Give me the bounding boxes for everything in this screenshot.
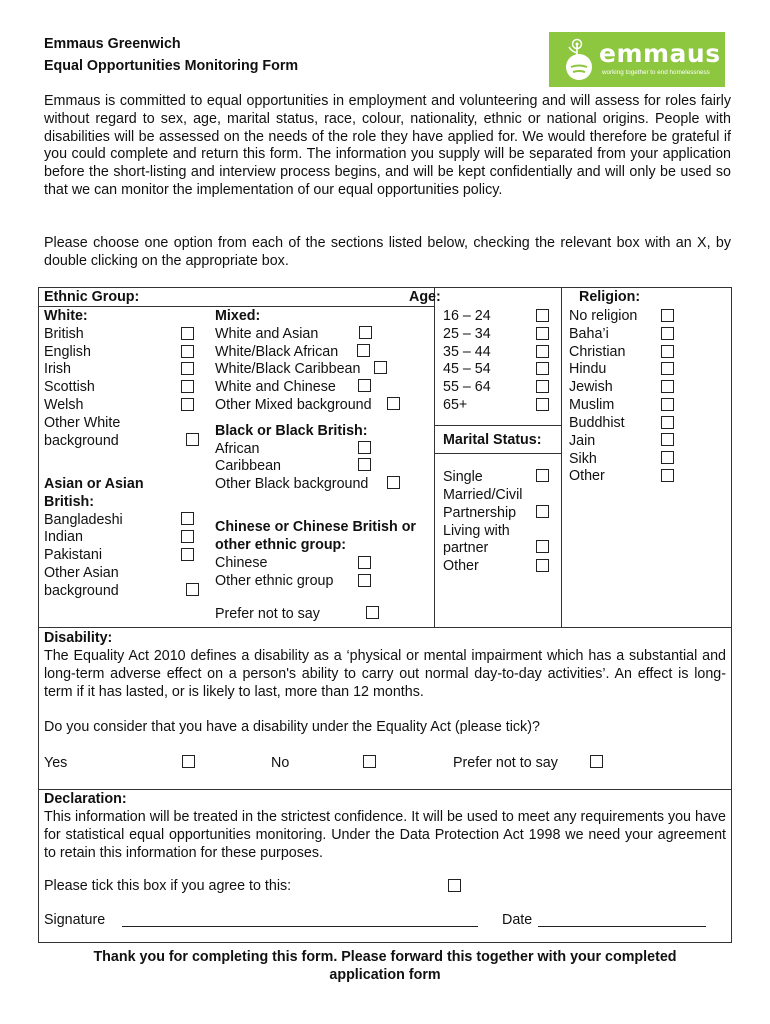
label-buddhist: Buddhist <box>569 415 625 431</box>
checkbox-age-45-54[interactable] <box>536 362 549 375</box>
checkbox-buddhist[interactable] <box>661 416 674 429</box>
label-caribbean: Caribbean <box>215 458 281 474</box>
religion-heading: Religion: <box>579 289 641 305</box>
marital-divider-top <box>434 425 562 426</box>
checkbox-pakistani[interactable] <box>181 548 194 561</box>
checkbox-disability-prefer-not[interactable] <box>590 755 603 768</box>
label-british: British <box>44 326 84 342</box>
label-scottish: Scottish <box>44 379 95 395</box>
declaration-divider <box>38 789 732 790</box>
checkbox-caribbean[interactable] <box>358 458 371 471</box>
checkbox-other-ethnic[interactable] <box>358 574 371 587</box>
label-bahai: Baha’i <box>569 326 609 342</box>
checkbox-disability-yes[interactable] <box>182 755 195 768</box>
checkbox-age-65-plus[interactable] <box>536 398 549 411</box>
checkbox-hindu[interactable] <box>661 362 674 375</box>
checkbox-welsh[interactable] <box>181 398 194 411</box>
checkbox-white-black-caribbean[interactable] <box>374 361 387 374</box>
label-muslim: Muslim <box>569 397 615 413</box>
declaration-text: This information will be treated in the strictest confidence. It will be used to meet any requirements you have for statistical equal opportunities monitoring. Under the Data Protection Act 1998 we need your agreement to retain this information for these purposes. <box>44 809 726 861</box>
label-other-black: Other Black background <box>215 476 369 492</box>
label-bangladeshi: Bangladeshi <box>44 512 123 528</box>
checkbox-chinese[interactable] <box>358 556 371 569</box>
label-other-asian-2: background <box>44 583 119 599</box>
checkbox-white-asian[interactable] <box>359 326 372 339</box>
checkbox-religion-other[interactable] <box>661 469 674 482</box>
white-heading: White: <box>44 308 88 324</box>
form-border-left <box>38 287 39 943</box>
form-border-bottom <box>38 942 732 943</box>
checkbox-muslim[interactable] <box>661 398 674 411</box>
marital-heading: Marital Status: <box>443 432 542 448</box>
label-other-mixed: Other Mixed background <box>215 397 372 413</box>
checkbox-single[interactable] <box>536 469 549 482</box>
label-age-25-34: 25 – 34 <box>443 326 491 342</box>
label-religion-other: Other <box>569 468 605 484</box>
age-heading: Age: <box>409 289 441 305</box>
label-sikh: Sikh <box>569 451 597 467</box>
checkbox-age-25-34[interactable] <box>536 327 549 340</box>
label-married-2: Partnership <box>443 505 517 521</box>
checkbox-african[interactable] <box>358 441 371 454</box>
checkbox-age-35-44[interactable] <box>536 345 549 358</box>
label-english: English <box>44 344 91 360</box>
label-welsh: Welsh <box>44 397 84 413</box>
checkbox-bangladeshi[interactable] <box>181 512 194 525</box>
label-other-white-2: background <box>44 433 119 449</box>
checkbox-other-black[interactable] <box>387 476 400 489</box>
checkbox-other-asian[interactable] <box>186 583 199 596</box>
checkbox-other-mixed[interactable] <box>387 397 400 410</box>
checkbox-scottish[interactable] <box>181 380 194 393</box>
label-disability-no: No <box>271 755 290 771</box>
checkbox-age-16-24[interactable] <box>536 309 549 322</box>
form-title: Equal Opportunities Monitoring Form <box>44 58 299 74</box>
mixed-heading: Mixed: <box>215 308 261 324</box>
logo-tagline: working together to end homelessness <box>602 69 710 76</box>
label-other-asian-1: Other Asian <box>44 565 119 581</box>
emmaus-flower-hand-icon <box>557 37 601 83</box>
label-white-asian: White and Asian <box>215 326 319 342</box>
declaration-heading: Declaration: <box>44 791 127 807</box>
chinese-heading-2: other ethnic group: <box>215 537 347 553</box>
checkbox-living-with-partner[interactable] <box>536 540 549 553</box>
checkbox-bahai[interactable] <box>661 327 674 340</box>
checkbox-english[interactable] <box>181 345 194 358</box>
label-married-1: Married/Civil <box>443 487 523 503</box>
label-no-religion: No religion <box>569 308 638 324</box>
label-pakistani: Pakistani <box>44 547 103 563</box>
checkbox-age-55-64[interactable] <box>536 380 549 393</box>
label-white-black-african: White/Black African <box>215 344 339 360</box>
form-border-top <box>38 287 732 288</box>
label-age-65-plus: 65+ <box>443 397 468 413</box>
label-age-16-24: 16 – 24 <box>443 308 491 324</box>
emmaus-logo <box>549 32 725 87</box>
agree-label: Please tick this box if you agree to this: <box>44 878 292 894</box>
divider-age <box>434 287 435 627</box>
intro-paragraph: Emmaus is committed to equal opportunities in employment and volunteering and will assess for roles fairly without regard to sex, age, marital status, race, colour, nationality, ethnic or national origins. People with disabilities will be assessed on the needs of the role they have applied for. We would therefore be grateful if you could complete and return this form. The information you supply will be separated from your application before the short-listing and interview process begins, and will be kept confidentially and will only be used so that we can monitor the implementation of our equal opportunities policy. <box>44 93 731 198</box>
label-other-white-1: Other White <box>44 415 121 431</box>
ethnic-heading-underline <box>38 306 435 307</box>
checkbox-british[interactable] <box>181 327 194 340</box>
label-marital-other: Other <box>443 558 479 574</box>
ethnic-group-heading: Ethnic Group: <box>44 289 140 305</box>
date-field[interactable] <box>538 926 706 927</box>
black-heading: Black or Black British: <box>215 423 368 439</box>
checkbox-sikh[interactable] <box>661 451 674 464</box>
form-border-right <box>731 287 732 943</box>
checkbox-jain[interactable] <box>661 433 674 446</box>
checkbox-white-chinese[interactable] <box>358 379 371 392</box>
footer-line-1: Thank you for completing this form. Please forward this together with your completed <box>93 949 677 965</box>
label-ethnic-prefer-not: Prefer not to say <box>215 606 320 622</box>
checkbox-irish[interactable] <box>181 362 194 375</box>
asian-heading-2: British: <box>44 494 95 510</box>
date-label: Date <box>502 912 533 928</box>
label-living-2: partner <box>443 540 489 556</box>
disability-heading: Disability: <box>44 630 113 646</box>
checkbox-ethnic-prefer-not[interactable] <box>366 606 379 619</box>
divider-religion <box>561 287 562 627</box>
checkbox-christian[interactable] <box>661 345 674 358</box>
label-disability-yes: Yes <box>44 755 68 771</box>
label-disability-prefer-not: Prefer not to say <box>453 755 558 771</box>
disability-question: Do you consider that you have a disability under the Equality Act (please tick)? <box>44 719 540 735</box>
checkbox-married[interactable] <box>536 505 549 518</box>
label-african: African <box>215 441 260 457</box>
signature-field[interactable] <box>122 926 478 927</box>
checkbox-jewish[interactable] <box>661 380 674 393</box>
checkbox-no-religion[interactable] <box>661 309 674 322</box>
footer-line-2: application form <box>329 967 441 983</box>
label-jain: Jain <box>569 433 596 449</box>
label-jewish: Jewish <box>569 379 613 395</box>
disability-text: The Equality Act 2010 defines a disability as a ‘physical or mental impairment which has a substantial and long-term adverse effect on a person's ability to carry out normal day-to-day activities’. An effect is long-term if it has lasted, or is likely to last, more than 12 months. <box>44 648 726 700</box>
org-name: Emmaus Greenwich <box>44 36 181 52</box>
label-indian: Indian <box>44 529 83 545</box>
marital-divider-bottom <box>434 453 562 454</box>
logo-word: emmaus <box>599 39 721 68</box>
checkbox-other-white[interactable] <box>186 433 199 446</box>
chinese-heading-1: Chinese or Chinese British or <box>215 519 416 535</box>
checkbox-indian[interactable] <box>181 530 194 543</box>
checkbox-agree[interactable] <box>448 879 461 892</box>
label-christian: Christian <box>569 344 626 360</box>
signature-label: Signature <box>44 912 106 928</box>
instructions-paragraph: Please choose one option from each of the sections listed below, checking the relevant box with an X, by double clicking on the appropriate box. <box>44 235 731 269</box>
label-white-chinese: White and Chinese <box>215 379 336 395</box>
asian-heading-1: Asian or Asian <box>44 476 144 492</box>
disability-divider <box>38 627 732 628</box>
checkbox-white-black-african[interactable] <box>357 344 370 357</box>
label-living-1: Living with <box>443 523 510 539</box>
label-irish: Irish <box>44 361 72 377</box>
label-age-35-44: 35 – 44 <box>443 344 491 360</box>
label-white-black-caribbean: White/Black Caribbean <box>215 361 361 377</box>
label-chinese: Chinese <box>215 555 268 571</box>
label-single: Single <box>443 469 483 485</box>
label-hindu: Hindu <box>569 361 607 377</box>
label-other-ethnic: Other ethnic group <box>215 573 334 589</box>
label-age-55-64: 55 – 64 <box>443 379 491 395</box>
label-age-45-54: 45 – 54 <box>443 361 491 377</box>
checkbox-marital-other[interactable] <box>536 559 549 572</box>
checkbox-disability-no[interactable] <box>363 755 376 768</box>
